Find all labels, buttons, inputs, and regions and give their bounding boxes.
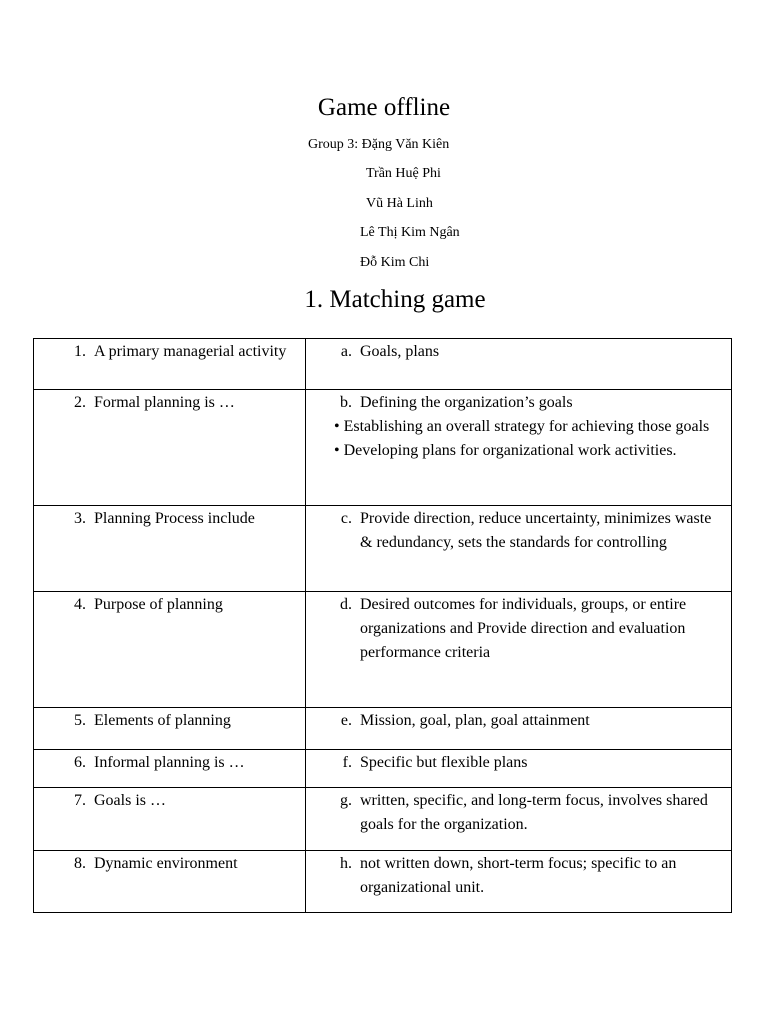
answer-text: not written down, short-term focus; specific to an organizational unit.	[360, 855, 677, 896]
term-cell	[34, 390, 306, 506]
term-cell	[34, 592, 306, 708]
answer-cell	[306, 390, 732, 506]
answer-text: Specific but flexible plans	[360, 754, 528, 771]
matching-table	[33, 338, 732, 913]
term-number: 5.	[74, 712, 86, 729]
answer-letter: e.	[340, 712, 352, 729]
term-cell	[34, 788, 306, 851]
answer-text: Defining the organization’s goals	[360, 394, 573, 411]
answer-letter: d.	[340, 596, 352, 613]
term-cell	[34, 339, 306, 390]
term-cell	[34, 708, 306, 750]
answer-text: Mission, goal, plan, goal attainment	[360, 712, 590, 729]
answer-cell	[306, 788, 732, 851]
term-text: Formal planning is …	[94, 394, 235, 411]
table-row	[34, 506, 732, 592]
answer-letter: c.	[340, 510, 352, 527]
answer-letter: g.	[340, 792, 352, 809]
table-row	[34, 750, 732, 788]
answer-text: Goals, plans	[360, 343, 440, 360]
term-number: 2.	[74, 394, 86, 411]
group-label: Group 3: Đặng Văn Kiên	[308, 137, 450, 152]
table-row	[34, 708, 732, 750]
section-title: 1. Matching game	[304, 286, 486, 313]
page-title: Game offline	[317, 94, 451, 121]
answer-cell	[306, 851, 732, 913]
answer-letter: b.	[340, 394, 352, 411]
term-text: A primary managerial activity	[94, 343, 287, 360]
answer-cell	[306, 506, 732, 592]
bullet-line: • Developing plans for organizational work activities.	[334, 442, 677, 459]
term-cell	[34, 750, 306, 788]
group-member: Vũ Hà Linh	[366, 196, 433, 211]
answer-letter: a.	[340, 343, 352, 360]
answer-cell	[306, 592, 732, 708]
table-row	[34, 390, 732, 506]
bullet-line: • Establishing an overall strategy for achieving those goals	[334, 418, 710, 435]
term-text: Goals is …	[94, 792, 166, 809]
table-row	[34, 592, 732, 708]
table-row	[34, 339, 732, 390]
answer-cell	[306, 708, 732, 750]
term-number: 1.	[74, 343, 86, 360]
answer-text: Desired outcomes for individuals, groups, or entire organizations and Provide direction and evaluation performance criteria	[360, 596, 687, 661]
term-number: 7.	[74, 792, 86, 809]
term-text: Purpose of planning	[94, 596, 223, 613]
table-row	[34, 788, 732, 851]
answer-cell	[306, 339, 732, 390]
group-member: Đỗ Kim Chi	[360, 255, 430, 270]
answer-text: Provide direction, reduce uncertainty, minimizes waste & redundancy, sets the standards for controlling	[360, 510, 712, 551]
group-member: Trần Huệ Phi	[366, 166, 441, 181]
term-number: 3.	[74, 510, 86, 527]
term-cell	[34, 851, 306, 913]
term-text: Planning Process include	[94, 510, 255, 527]
term-number: 6.	[74, 754, 86, 771]
table-row	[34, 851, 732, 913]
answer-letter: f.	[342, 754, 352, 771]
group-member: Lê Thị Kim Ngân	[360, 225, 460, 240]
term-number: 4.	[74, 596, 86, 613]
term-text: Informal planning is …	[94, 754, 245, 771]
answer-text: written, specific, and long-term focus, involves shared goals for the organization.	[360, 792, 708, 833]
term-cell	[34, 506, 306, 592]
term-number: 8.	[74, 855, 86, 872]
term-text: Elements of planning	[94, 712, 231, 729]
answer-letter: h.	[340, 855, 352, 872]
answer-cell	[306, 750, 732, 788]
term-text: Dynamic environment	[94, 855, 238, 872]
